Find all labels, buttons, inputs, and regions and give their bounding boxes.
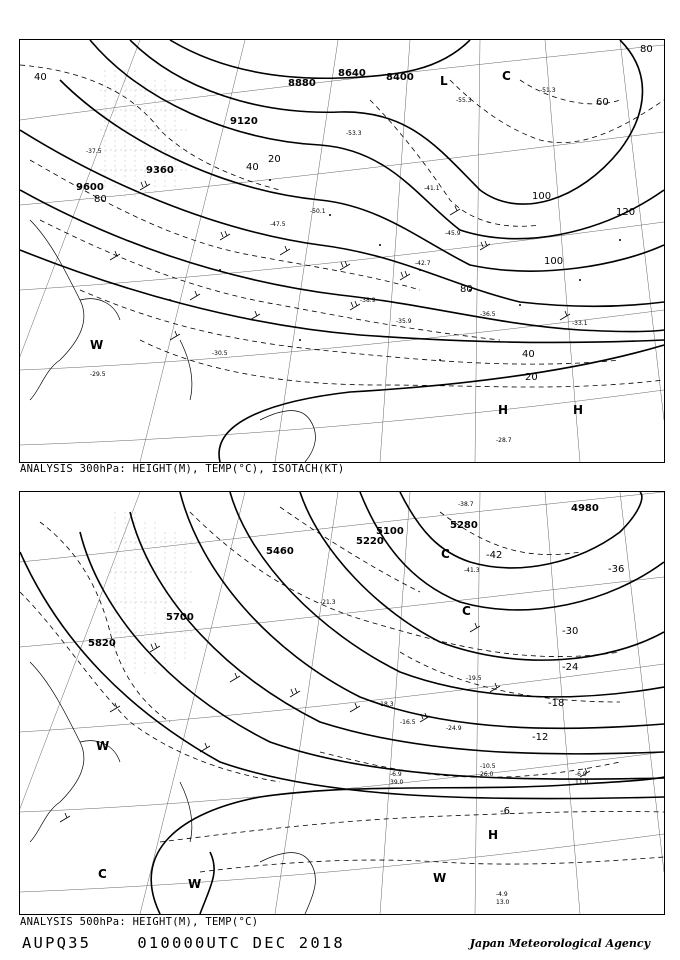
lower-chart-svg [20,492,664,914]
upper-temperature-values [86,87,588,444]
lower-grid [20,492,664,914]
temp-value: -42.7 [415,260,431,267]
station-value: -38.7 [458,501,474,508]
station-value: -10.5 [480,763,496,770]
high-center-symbol: H [498,403,509,417]
valid-time: 010000UTC DEC 2018 [137,934,345,952]
upper-chart-caption: ANALYSIS 300hPa: HEIGHT(M), TEMP(°C), ISOTACH(KT) [20,463,345,475]
temp-value: -36.5 [480,311,496,318]
height-label: 5460 [266,546,294,557]
upper-isotherms [20,65,664,387]
station-value: -19.5 [466,675,482,682]
temp-value: -38.9 [360,297,376,304]
temp-value: -35.9 [396,318,412,325]
isotherm-label: -24 [562,662,579,673]
warm-center-symbol: W [433,871,447,885]
lower-hatch [110,512,195,677]
isotherm-label: -6 [500,806,510,817]
isotherm-label: -18 [548,698,565,709]
isotach-label: 100 [532,191,552,202]
temp-value: -50.1 [310,208,326,215]
isotherm-label: -30 [562,626,579,637]
upper-grid [20,40,664,462]
cold-center-symbol: C [98,867,107,881]
lower-chart-500hpa [19,491,665,915]
station-value: -16.5 [400,719,416,726]
temp-value: -37.5 [86,148,102,155]
station-value: -18.3 [378,701,394,708]
cold-center-symbol: C [462,604,471,618]
isotach-label: 20 [268,154,281,165]
height-label: 5280 [450,520,478,531]
isotach-label: 40 [522,349,535,360]
height-label: 5820 [88,638,116,649]
isotach-label: 80 [94,194,107,205]
height-label: 8640 [338,68,366,79]
temp-value: -55.3 [456,97,472,104]
temp-value: -29.5 [90,371,106,378]
station-value: -4.9 [496,891,508,898]
station-value: -21.3 [320,599,336,606]
isotach-label: 40 [246,162,259,173]
isotach-label: 80 [460,284,473,295]
warm-center-symbol: W [188,877,202,891]
lower-height-contours [20,492,664,914]
temp-value: -28.7 [496,437,512,444]
lower-isotherms [20,507,664,872]
lower-chart-caption: ANALYSIS 500hPa: HEIGHT(M), TEMP(°C) [20,916,259,928]
station-value: 39.0 [390,779,404,786]
upper-chart-svg [20,40,664,462]
station-value: -24.9 [446,725,462,732]
station-value: -41.3 [464,567,480,574]
isotach-label: 100 [544,256,564,267]
high-center-symbol: H [573,403,584,417]
station-value: -6.9 [575,771,587,778]
product-code: AUPQ35 [22,934,92,952]
height-label: 5100 [376,526,404,537]
height-label: 4980 [571,503,599,514]
isotach-label: 60 [596,97,609,108]
height-label: 5700 [166,612,194,623]
height-label: 5220 [356,536,384,547]
cold-center-symbol: C [441,547,450,561]
station-value: 13.0 [496,899,510,906]
isotach-label: 20 [525,372,538,383]
temp-value: -41.1 [424,185,440,192]
height-label: 8400 [386,72,414,83]
upper-chart-300hpa [19,39,665,463]
cold-center-symbol: C [502,69,511,83]
temp-value: -51.3 [540,87,556,94]
height-label: 9600 [76,182,104,193]
temp-value: -53.3 [346,130,362,137]
temp-value: -45.9 [445,230,461,237]
product-header [22,934,345,952]
isotherm-label: -12 [532,732,549,743]
isotherm-label: -36 [608,564,625,575]
upper-height-contours [20,40,664,462]
isotach-label: 80 [640,44,653,55]
height-label: 8880 [288,78,316,89]
height-label: 9120 [230,116,258,127]
temp-value: -30.5 [212,350,228,357]
lower-coastline [30,662,315,914]
isotherm-label: -42 [486,550,503,561]
low-center-symbol: L [440,74,448,88]
temp-value: -33.1 [572,320,588,327]
station-value: -6.9 [390,771,402,778]
station-value: 26.0 [480,771,494,778]
lower-wind-barbs [60,623,590,822]
isotach-label: 120 [616,207,636,218]
high-center-symbol: H [488,828,499,842]
isotach-label: 40 [34,72,47,83]
agency-name: Japan Meteorological Agency [469,937,650,950]
warm-center-symbol: W [90,338,104,352]
height-label: 9360 [146,165,174,176]
warm-center-symbol: W [96,739,110,753]
temp-value: -47.5 [270,221,286,228]
station-value: 11.0 [575,779,589,786]
